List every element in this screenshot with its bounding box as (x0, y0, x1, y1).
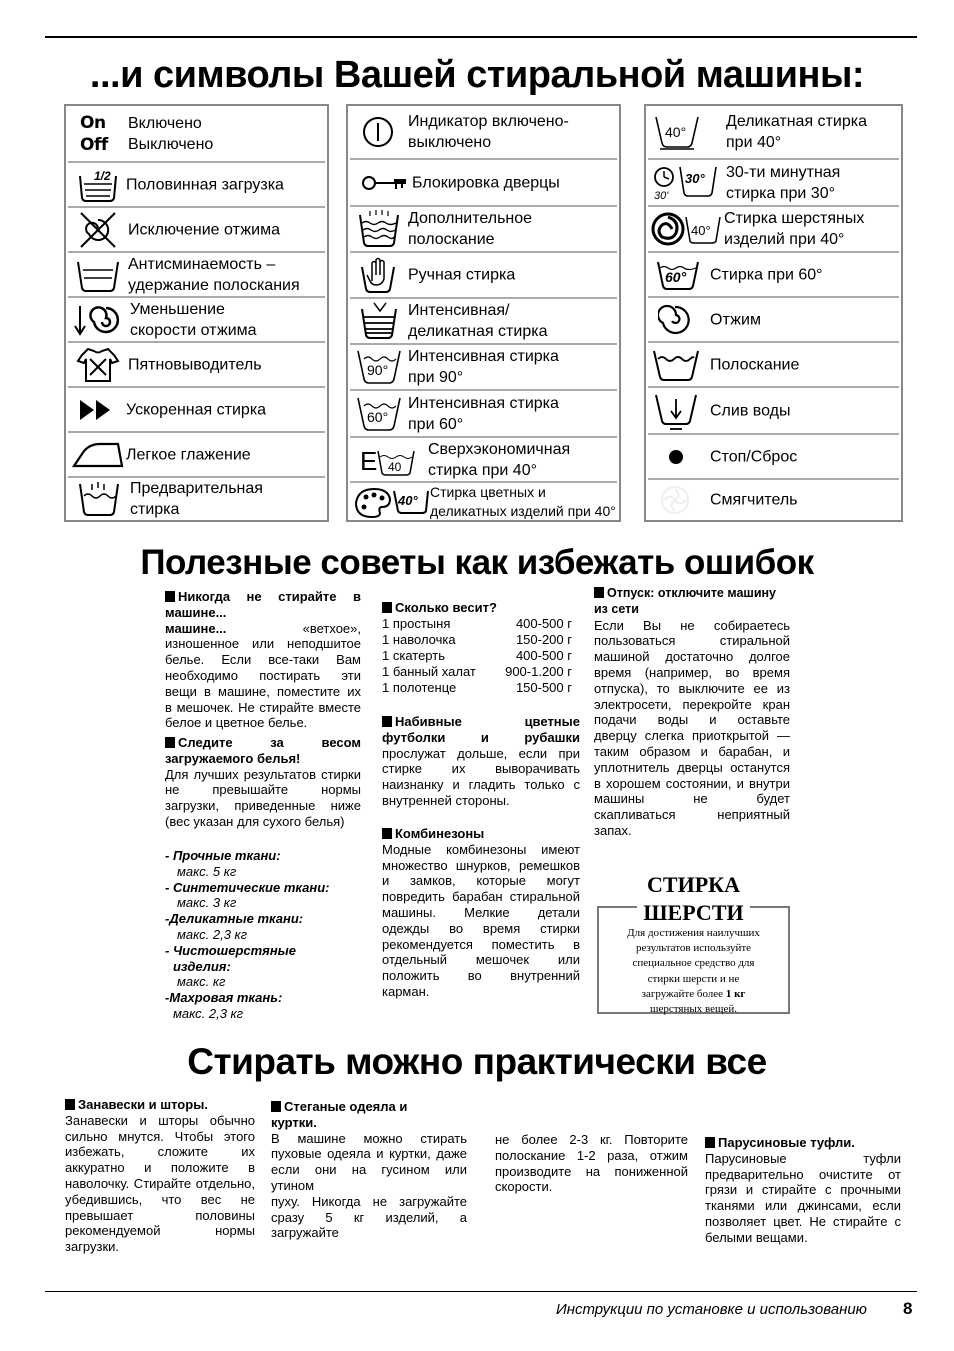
symbol-row-stop-reset (648, 435, 899, 480)
extra-rinse-icon (356, 209, 402, 249)
page-title: ...и символы Вашей стиральной машины: (89, 54, 865, 96)
symbol-label: Сверхэкономичная стирка при 40° (428, 440, 571, 479)
symbols-column-2 (346, 104, 621, 522)
symbol-row-prewash (68, 478, 325, 520)
no-spin-icon (78, 210, 118, 250)
half-load-icon (74, 166, 122, 204)
symbol-label: Блокировка дверцы (412, 174, 560, 191)
svg-text:40: 40 (388, 459, 402, 474)
power-indicator-icon (360, 114, 396, 150)
tip-load-weight: Следите за весом загружаемого белья! Для лучших результатов стирки не превышайте нормы загрузки, приведенные ниже (вес указан для сухого белья) (165, 735, 361, 829)
svg-text:30°: 30° (685, 170, 705, 186)
softener-icon (656, 483, 694, 517)
svg-text:40°: 40° (691, 223, 711, 238)
spin-icon (658, 303, 692, 337)
prewash-icon (76, 480, 122, 518)
load-limits-list: - Прочные ткани: макс. 5 кг - Синтетические ткани: макс. 3 кг -Деликатные ткани: макс. 2,3 кг - Чистошерстяные изделия: макс. кг -Махровая ткань: макс. 2,3 кг (165, 848, 330, 1021)
symbol-label: Антисминаемость – удержание полоскания (128, 255, 300, 294)
symbol-row-spin (648, 298, 899, 343)
tip-printed-tshirts: Набивные цветные футболки и рубашки прослужат дольше, если при стирке их выворачивать наизнанку и гладить только с внутренней стороны. (382, 714, 580, 808)
symbol-label: Отжим (710, 311, 761, 328)
wool-40-icon (650, 209, 722, 249)
bullet-square (382, 602, 392, 613)
symbol-label: Интенсивная стирка при 90° (408, 348, 559, 386)
delicate-40-icon (654, 113, 700, 151)
symbol-label: Стирка при 60° (710, 266, 823, 283)
svg-text:30': 30' (654, 189, 669, 202)
symbol-row-intensive-delicate (350, 299, 617, 345)
bullet-square (65, 1099, 75, 1110)
wash-canvas-shoes: Парусиновые туфли. Парусиновые туфли предварительно очистите от грязи и стирайте с прочными тканями или джинсами, если позволяет цвет. Не стирайте с белыми вещами. (705, 1135, 901, 1245)
tip-overalls: Комбинезоны Модные комбинезоны имеют множество шнурков, ремешков и замков, которые могут повредить барабан стиральной машины. Мелкие детали одежды во время стирки рекомендуется поместить в отдельный мешочек или положить во внутренний карман. (382, 826, 580, 999)
door-lock-icon (360, 173, 408, 193)
symbol-row-fast-wash (68, 388, 325, 433)
symbol-row-anti-crease (68, 253, 325, 298)
svg-text:40°: 40° (665, 124, 687, 140)
rinse-icon (652, 347, 700, 383)
fast-wash-icon (78, 397, 118, 423)
symbol-row-on-off (68, 106, 325, 163)
symbol-label: Пятновыводитель (128, 356, 262, 373)
symbol-row-easy-iron (68, 433, 325, 478)
svg-text:E: E (360, 445, 378, 476)
symbol-row-wash-60-bold (648, 253, 899, 298)
wash-60-bold-icon (656, 258, 700, 292)
svg-text:60°: 60° (367, 408, 389, 425)
footer-caption: Инструкции по установке и использованию (556, 1301, 867, 1318)
symbol-label: Полоскание (710, 356, 800, 373)
symbol-row-door-lock (350, 160, 617, 207)
symbol-label: 30-ти минутная стирка при 30° (726, 163, 841, 202)
bullet-square (165, 591, 175, 602)
footer-rule (45, 1291, 917, 1292)
anti-crease-icon (74, 256, 122, 294)
eco-40-icon (358, 443, 418, 477)
bullet-square (165, 737, 175, 748)
symbol-label: Предварительная стирка (130, 480, 263, 518)
symbol-row-delicate-40 (648, 106, 899, 160)
symbol-row-extra-rinse (350, 207, 617, 253)
symbol-label: Исключение отжима (128, 221, 280, 238)
symbol-label: Половинная загрузка (126, 176, 284, 193)
symbol-label: Интенсивная стирка при 60° (408, 394, 559, 433)
symbol-label: Стоп/Сброс (710, 448, 798, 465)
symbol-row-stain-remover (68, 343, 325, 388)
table-row: 1 наволочка 150-200 г (382, 631, 572, 647)
quick-30-icon (652, 163, 720, 203)
table-row: 1 банный халат 900-1.200 г (382, 663, 572, 679)
symbol-label: Ручная стирка (408, 266, 516, 284)
colour-delicate-40-icon (352, 485, 430, 519)
top-rule (45, 36, 917, 38)
bullet-square (382, 828, 392, 839)
wash-90-icon (356, 347, 402, 387)
wash-title: Стирать можно практически все (187, 1041, 767, 1082)
symbol-row-rinse (648, 343, 899, 388)
table-row: 1 простыня 400-500 г (382, 615, 572, 631)
wash-curtains: Занавески и шторы. Занавески и шторы обычно сильно мнутся. Чтобы этого избежать, сложите их аккуратно и положите в наволочку. Стирайте отдельно, убедившись, что вес не превышает половины рекомендуемой нормы загрузки. (65, 1097, 255, 1255)
symbols-column-3 (644, 104, 903, 522)
symbol-row-wool-40 (648, 207, 899, 253)
symbol-row-half-load (68, 163, 325, 208)
drain-icon (654, 391, 698, 431)
intensive-delicate-icon (358, 301, 400, 341)
hand-wash-icon (358, 255, 398, 295)
wool-text: Для достижения наилучших результатов используйте специальное средство для стирки шерсти и не загружайте более 1 кг шерстяных вещей. (627, 927, 760, 1016)
symbol-label: Легкое глажение (126, 446, 251, 463)
bullet-square (382, 716, 392, 727)
wash-60-icon (356, 394, 402, 434)
wool-title-1: СТИРКА (647, 872, 740, 897)
symbol-label: Дополнительное полоскание (408, 210, 533, 248)
symbol-row-drain (648, 388, 899, 435)
svg-text:1/2: 1/2 (94, 168, 111, 183)
weights-table (382, 616, 572, 696)
bullet-square (705, 1137, 715, 1148)
symbol-label: Ускоренная стирка (126, 401, 267, 418)
stain-remover-icon (74, 345, 122, 385)
symbol-row-quick-30 (648, 160, 899, 207)
table-row: 1 скатерть 400-500 г (382, 647, 572, 663)
symbol-label: Включено Выключено (128, 114, 214, 153)
page-number: 8 (903, 1299, 913, 1318)
table-row: 1 полотенце 150-500 г (382, 679, 572, 695)
stop-reset-icon (668, 449, 684, 465)
tip-vacation: Отпуск: отключите машину из сети Если Вы не собираетесь пользоваться стиральной машиной достаточно долгое время (например, во время отпуска), то выключите ее из электросети, перекройте кран подачи воды и оставьте дверцу слегка приоткрытой — таким образом и барабан, и уплотнитель дверцы останутся в хорошем состоянии, и внутри машины не будет скапливаться неприятный запах. (594, 586, 790, 838)
symbol-label: Уменьшение скорости отжима (130, 300, 257, 339)
svg-text:60°: 60° (665, 268, 687, 285)
wash-quilts-continued: не более 2-3 кг. Повторите полоскание 1-2 раза, отжим производите на пониженной скорости. (495, 1132, 688, 1195)
symbol-row-colour-delicate (350, 483, 617, 520)
symbol-row-softener (648, 480, 899, 520)
symbol-row-hand-wash (350, 253, 617, 299)
symbol-label: Индикатор включено- выключено (408, 113, 569, 151)
svg-text:90°: 90° (367, 362, 389, 378)
wool-title-2: ШЕРСТИ (597, 900, 790, 926)
bullet-square (271, 1101, 281, 1112)
symbol-row-spin-reduction (68, 298, 325, 343)
symbols-column-1 (64, 104, 329, 522)
symbol-label: Деликатная стирка при 40° (726, 113, 867, 151)
symbol-row-eco-40 (350, 438, 617, 483)
symbol-label: Стирка цветных и деликатных изделий при 40° (430, 483, 616, 519)
svg-text:40°: 40° (398, 492, 418, 508)
symbol-label: Смягчитель (710, 491, 798, 509)
bullet-square (594, 587, 604, 598)
on-off-icon: On Off (80, 113, 108, 155)
tips-title: Полезные советы как избежать ошибок (140, 543, 814, 582)
symbol-row-wash-90 (350, 345, 617, 391)
tip-never-wash: Никогда не стирайте в машине... машине... «ветхое», изношенное или неподшитое белье. Если все-таки Вам необходимо постирать эти вещи в машине, поместите их в мешочек. Не стирайте вместе белое и цветное белье. (165, 589, 361, 731)
spin-reduction-icon (72, 300, 126, 340)
symbol-label: Стирка шерстяных изделий при 40° (724, 210, 865, 248)
wash-quilts: Стеганые одеяла и куртки. В машине можно стирать пуховые одеяла и куртки, даже если они на гусином или утином пуху. Никогда не загружайте сразу 5 кг изделий, а загружайте (271, 1099, 467, 1241)
tip-weights: Сколько весит? 1 простыня 400-500 г 1 наволочка 150-200 г 1 скатерть 400-500 г 1 банный халат 900-1.200 г 1 полотенце 150-500 г (382, 600, 572, 695)
symbol-label: Интенсивная/ деликатная стирка (408, 302, 548, 340)
symbol-row-wash-60 (350, 391, 617, 438)
symbol-label: Слив воды (710, 402, 791, 419)
easy-iron-icon (72, 440, 124, 470)
symbol-row-no-spin (68, 208, 325, 253)
symbol-row-power-indicator (350, 106, 617, 160)
